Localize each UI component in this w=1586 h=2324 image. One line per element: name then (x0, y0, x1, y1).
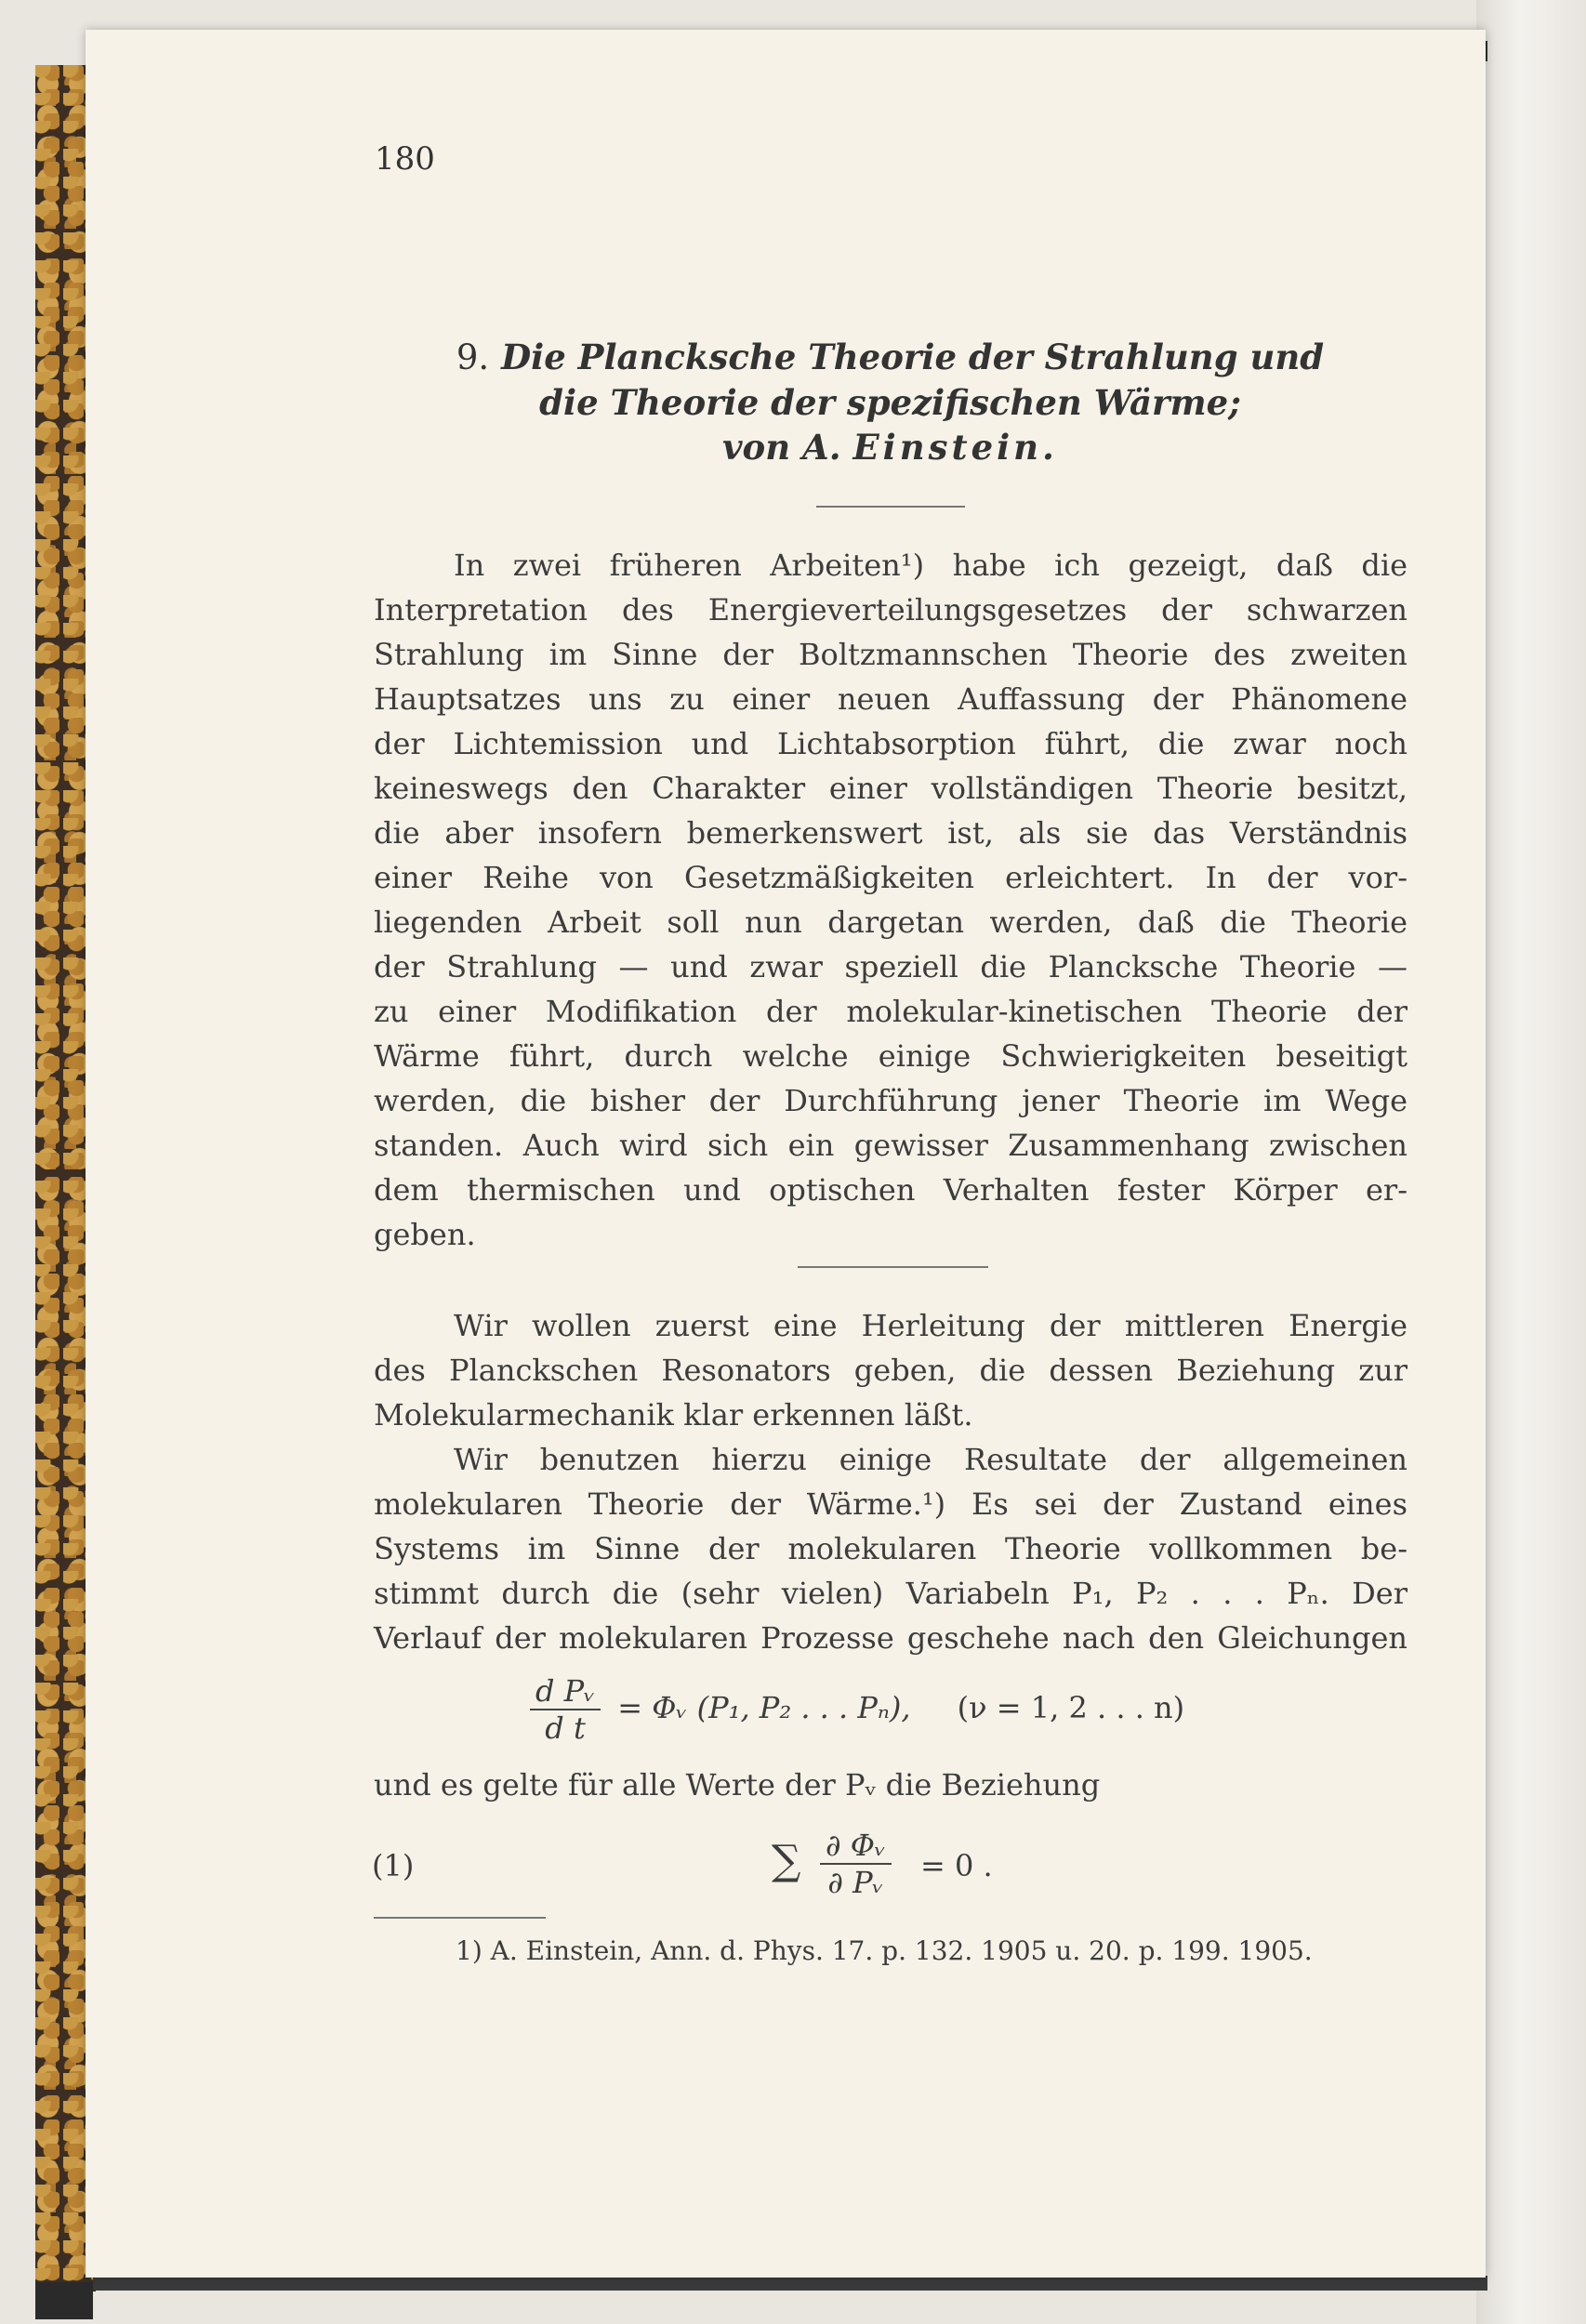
text-line: werden, die bisher der Durchführung jener Theorie im Wege (374, 1083, 1408, 1118)
author-prefix: von A. (722, 427, 841, 468)
text-line: Strahlung im Sinne der Boltzmannschen Theorie des zweiten (374, 637, 1408, 672)
text-line: Systems im Sinne der molekularen Theorie vollkommen be- (374, 1531, 1408, 1566)
line-after-equation (374, 1763, 1408, 1807)
paragraph-2 (374, 1303, 1408, 1437)
footnote: 1) A. Einstein, Ann. d. Phys. 17. p. 132. 1905 u. 20. p. 199. 1905. (456, 1935, 1313, 1966)
equation-1-denominator: d t (530, 1709, 601, 1746)
title-text-1: Die Plancksche Theorie der Strahlung und (501, 337, 1325, 377)
text-line: Wärme führt, durch welche einige Schwierigkeiten beseitigt (374, 1038, 1408, 1074)
equation-2-denominator: ∂ Pᵥ (820, 1863, 892, 1900)
text-line: Molekularmechanik klar erkennen läßt. (374, 1397, 973, 1433)
text-line: des Planckschen Resonators geben, die dessen Beziehung zur (374, 1353, 1408, 1388)
page-number: 180 (375, 140, 435, 178)
text-line: einer Reihe von Gesetzmäßigkeiten erleichtert. In der vor- (374, 860, 1408, 895)
text-line: Wir wollen zuerst eine Herleitung der mittleren Energie (454, 1308, 1408, 1343)
section-divider (798, 1266, 988, 1268)
equation-2 (372, 1828, 1023, 1902)
text-line: der Lichtemission und Lichtabsorption führt, die zwar noch (374, 726, 1408, 761)
text-line: keineswegs den Charakter einer vollständigen Theorie besitzt, (374, 771, 1408, 806)
article-title (372, 335, 1408, 469)
back-pages (1476, 0, 1586, 2324)
text-line: molekularen Theorie der Wärme.¹) Es sei der Zustand eines (374, 1486, 1408, 1522)
text-line: die aber insofern bemerkenswert ist, als sie das Verständnis (374, 815, 1408, 851)
equation-1-fraction (530, 1673, 601, 1746)
text-line: und es gelte für alle Werte der Pᵥ die Beziehung (374, 1767, 1101, 1802)
text-line: Interpretation des Energieverteilungsgesetzes der schwarzen (374, 592, 1408, 627)
text-line: Hauptsatzes uns zu einer neuen Auffassung der Phänomene (374, 681, 1408, 717)
bottom-edge (93, 2276, 1487, 2291)
equation-1 (530, 1673, 1184, 1746)
text-line: Verlauf der molekularen Prozesse geschehe nach den Gleichungen (374, 1620, 1408, 1656)
section-number: 9. (456, 337, 490, 377)
text-line: der Strahlung — und zwar speziell die Plancksche Theorie — (374, 949, 1408, 984)
text-line: stimmt durch die (sehr vielen) Variabeln P₁, P₂ . . . Pₙ. Der (374, 1576, 1408, 1611)
text-line: zu einer Modifikation der molekular-kinetischen Theorie der (374, 994, 1408, 1029)
equation-1-rhs: = Φᵥ (P₁, P₂ . . . Pₙ), (617, 1689, 911, 1725)
text-line: dem thermischen und optischen Verhalten fester Körper er- (374, 1172, 1408, 1208)
text-line: liegenden Arbeit soll nun dargetan werden, daß die Theorie (374, 905, 1408, 940)
footnote-rule (374, 1917, 546, 1919)
author-name: Einstein. (852, 427, 1058, 468)
paragraph-1 (374, 543, 1408, 1257)
paragraph-3 (374, 1437, 1408, 1660)
sum-symbol: ∑ (772, 1837, 801, 1884)
equation-label: (1) (372, 1848, 415, 1883)
text-line: geben. (374, 1217, 476, 1252)
equation-1-condition: (ν = 1, 2 . . . n) (957, 1689, 1185, 1725)
title-line-2: die Theorie der spezifischen Wärme; (539, 382, 1241, 423)
text-line: standen. Auch wird sich ein gewisser Zusammenhang zwischen (374, 1128, 1408, 1163)
text-line: Wir benutzen hierzu einige Resultate der allgemeinen (454, 1442, 1408, 1477)
equation-2-numerator: ∂ Φᵥ (826, 1828, 886, 1863)
equation-2-rhs: = 0 . (920, 1848, 993, 1883)
title-divider (816, 506, 965, 508)
title-line-1 (372, 335, 1408, 380)
text-line: In zwei früheren Arbeiten¹) habe ich gezeigt, daß die (454, 548, 1408, 583)
equation-2-fraction (820, 1828, 892, 1900)
title-line-3 (372, 425, 1408, 469)
equation-1-numerator: d Pᵥ (535, 1673, 596, 1709)
